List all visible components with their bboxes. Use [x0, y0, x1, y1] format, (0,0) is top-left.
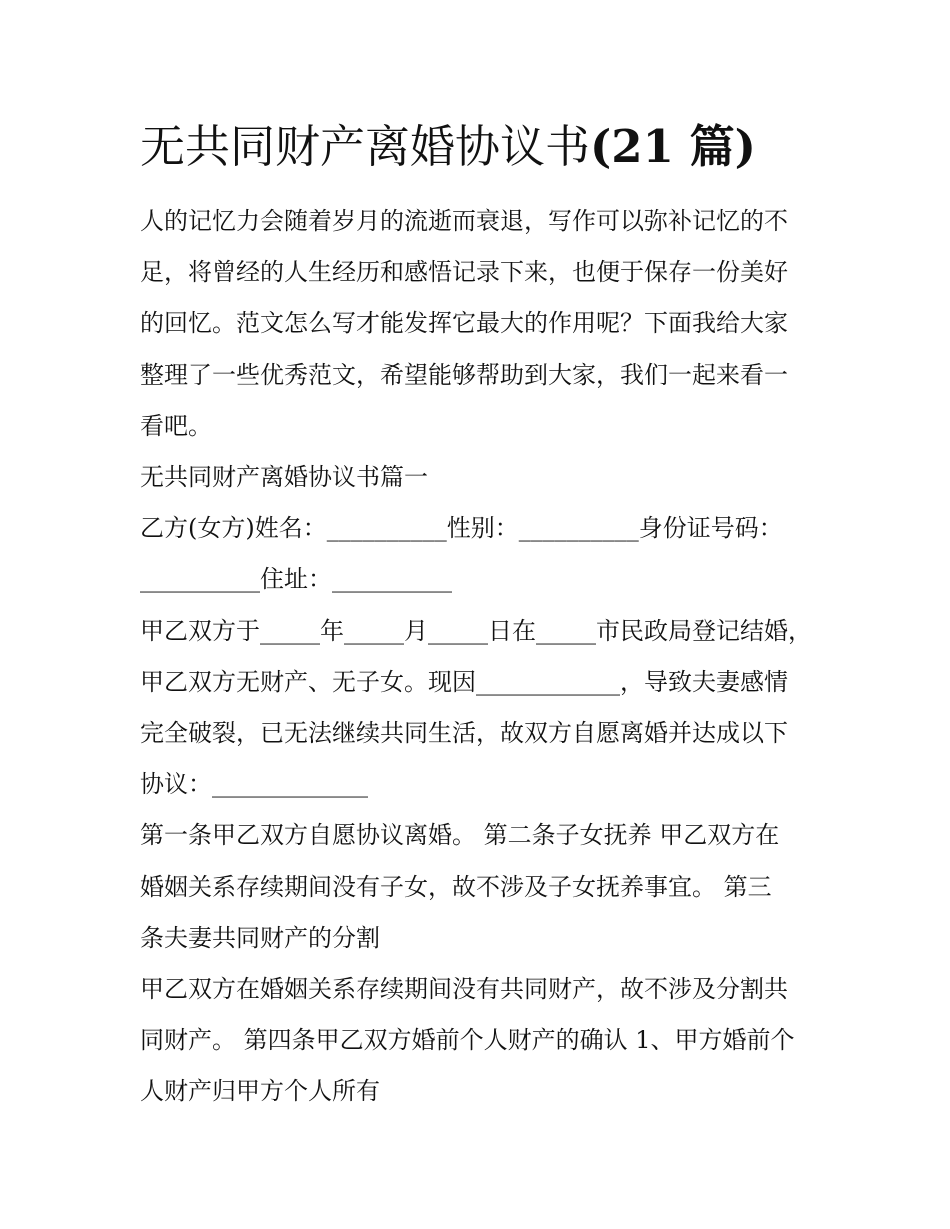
text-line: 第一条甲乙双方自愿协议离婚。 第二条子女抚养 甲乙双方在 — [140, 821, 780, 850]
text-line: __________住址：__________ — [140, 565, 452, 594]
text-line: 协议：_____________ — [140, 770, 368, 799]
text-line: 条夫妻共同财产的分割 — [140, 923, 380, 952]
title-main: 无共同财产离婚协议书 — [140, 120, 591, 173]
text-line: 人财产归甲方个人所有 — [140, 1077, 380, 1106]
text-line: 乙方(女方)姓名：__________性别：__________身份证号码： — [140, 514, 783, 543]
party-info-paragraph — [140, 503, 820, 605]
text-line: 同财产。 第四条甲乙双方婚前个人财产的确认 1、甲方婚前个 — [140, 1026, 795, 1055]
text-line: 整理了一些优秀范文，希望能够帮助到大家，我们一起来看一 — [140, 360, 788, 389]
text-line: 无共同财产离婚协议书篇一 — [140, 463, 428, 492]
text-line: 甲乙双方于_____年_____月_____日在_____市民政局登记结婚， — [140, 616, 812, 645]
document-title — [140, 112, 840, 182]
text-line: 看吧。 — [140, 411, 212, 440]
text-line: 甲乙双方在婚姻关系存续期间没有共同财产，故不涉及分割共 — [140, 975, 788, 1004]
text-line: 婚姻关系存续期间没有子女，故不涉及子女抚养事宜。 第三 — [140, 872, 772, 901]
property-paragraph — [140, 964, 820, 1118]
text-line: 足，将曾经的人生经历和感悟记录下来，也便于保存一份美好 — [140, 258, 788, 287]
clauses-paragraph — [140, 810, 820, 964]
intro-paragraph — [140, 196, 820, 452]
title-suffix: (21 篇) — [590, 120, 756, 173]
marriage-paragraph — [140, 606, 820, 811]
text-line: 甲乙双方无财产、无子女。现因____________，导致夫妻感情 — [140, 667, 788, 696]
text-line: 的回忆。范文怎么写才能发挥它最大的作用呢？下面我给大家 — [140, 309, 788, 338]
text-line: 完全破裂，已无法继续共同生活，故双方自愿离婚并达成以下 — [140, 719, 788, 748]
section-heading — [140, 452, 820, 503]
text-line: 人的记忆力会随着岁月的流逝而衰退，写作可以弥补记忆的不 — [140, 207, 788, 235]
document-body — [140, 196, 820, 1118]
